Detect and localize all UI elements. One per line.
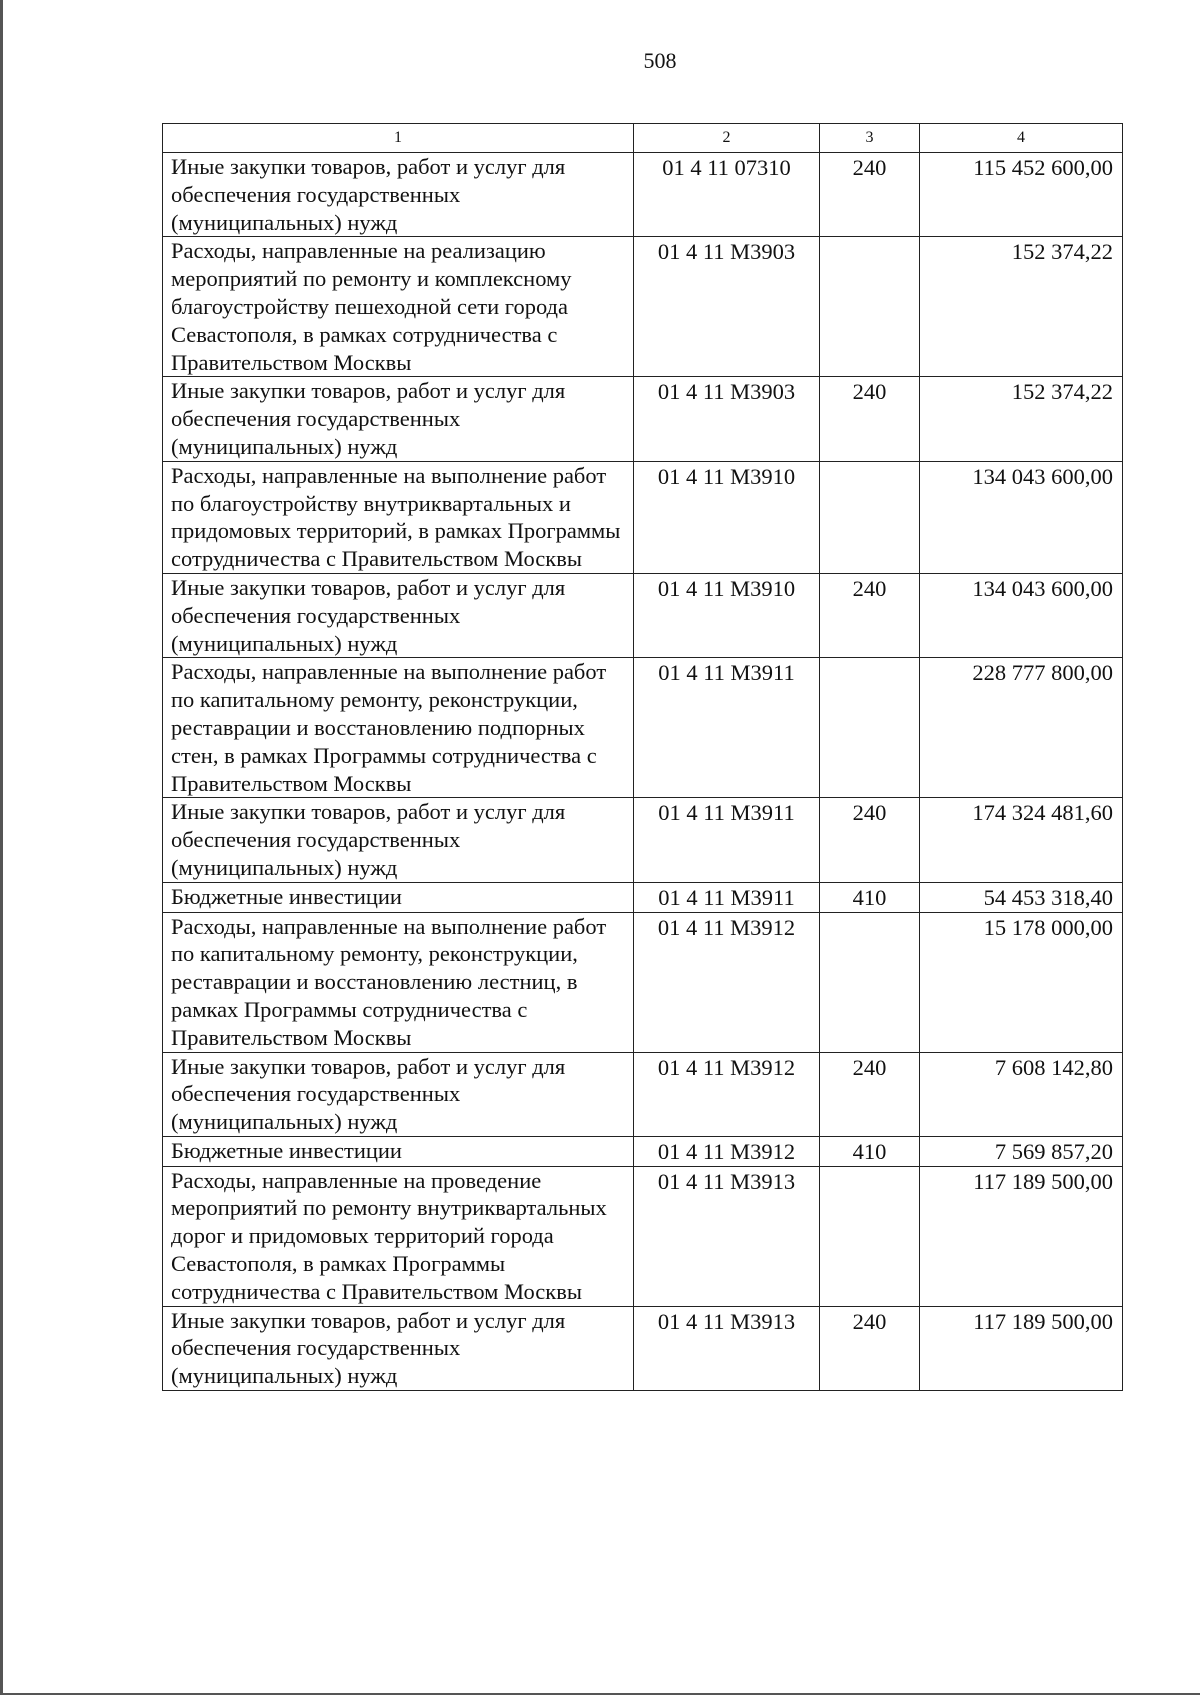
expense-name-cell: Иные закупки товаров, работ и услуг для обеспечения государственных (муниципальных) нужд	[163, 573, 634, 657]
table-row	[163, 461, 1123, 573]
expense-name-cell: Бюджетные инвестиции	[163, 882, 634, 912]
table-row	[163, 573, 1123, 657]
expense-type-cell: 410	[820, 1136, 920, 1166]
table-row	[163, 882, 1123, 912]
expense-type-cell: 240	[820, 573, 920, 657]
target-code-cell: 01 4 11 М3913	[634, 1306, 820, 1390]
target-code-cell: 01 4 11 М3912	[634, 1052, 820, 1136]
table-row	[163, 1136, 1123, 1166]
amount-cell: 54 453 318,40	[920, 882, 1123, 912]
amount-cell: 115 452 600,00	[920, 153, 1123, 237]
expense-name-cell: Расходы, направленные на выполнение работ по капитальному ремонту, реконструкции, реставрации и восстановлению лестниц, в рамках Программы сотрудничества с Правительством Москвы	[163, 912, 634, 1052]
expense-type-cell: 240	[820, 798, 920, 882]
table-row	[163, 237, 1123, 377]
target-code-cell: 01 4 11 М3911	[634, 798, 820, 882]
column-header-3: 3	[820, 124, 920, 153]
expense-name-cell: Иные закупки товаров, работ и услуг для обеспечения государственных (муниципальных) нужд	[163, 377, 634, 461]
table-row	[163, 153, 1123, 237]
target-code-cell: 01 4 11 М3911	[634, 658, 820, 798]
column-header-4: 4	[920, 124, 1123, 153]
table-row	[163, 1306, 1123, 1390]
expense-name-cell: Иные закупки товаров, работ и услуг для обеспечения государственных (муниципальных) нужд	[163, 1052, 634, 1136]
table-row	[163, 1166, 1123, 1306]
amount-cell: 134 043 600,00	[920, 573, 1123, 657]
expense-name-cell: Иные закупки товаров, работ и услуг для обеспечения государственных (муниципальных) нужд	[163, 153, 634, 237]
table-row	[163, 1052, 1123, 1136]
amount-cell: 117 189 500,00	[920, 1166, 1123, 1306]
page-left-edge	[0, 0, 3, 1695]
target-code-cell: 01 4 11 М3913	[634, 1166, 820, 1306]
target-code-cell: 01 4 11 М3910	[634, 461, 820, 573]
expense-type-cell	[820, 461, 920, 573]
target-code-cell: 01 4 11 М3910	[634, 573, 820, 657]
expense-type-cell	[820, 237, 920, 377]
expense-type-cell	[820, 912, 920, 1052]
target-code-cell: 01 4 11 М3912	[634, 912, 820, 1052]
target-code-cell: 01 4 11 07310	[634, 153, 820, 237]
budget-table	[162, 123, 1123, 1391]
expense-name-cell: Иные закупки товаров, работ и услуг для обеспечения государственных (муниципальных) нужд	[163, 798, 634, 882]
page-number: 508	[643, 48, 677, 73]
amount-cell: 152 374,22	[920, 237, 1123, 377]
expense-name-cell: Иные закупки товаров, работ и услуг для обеспечения государственных (муниципальных) нужд	[163, 1306, 634, 1390]
amount-cell: 7 569 857,20	[920, 1136, 1123, 1166]
target-code-cell: 01 4 11 М3903	[634, 377, 820, 461]
column-header-2: 2	[634, 124, 820, 153]
table-row	[163, 377, 1123, 461]
amount-cell: 7 608 142,80	[920, 1052, 1123, 1136]
table-row	[163, 658, 1123, 798]
header-row	[163, 124, 1123, 153]
amount-cell: 134 043 600,00	[920, 461, 1123, 573]
expense-type-cell	[820, 1166, 920, 1306]
expense-type-cell: 410	[820, 882, 920, 912]
target-code-cell: 01 4 11 М3903	[634, 237, 820, 377]
expense-name-cell: Расходы, направленные на выполнение работ по капитальному ремонту, реконструкции, реставрации и восстановлению подпорных стен, в рамках Программы сотрудничества с Правительством Москвы	[163, 658, 634, 798]
target-code-cell: 01 4 11 М3911	[634, 882, 820, 912]
expense-name-cell: Расходы, направленные на проведение мероприятий по ремонту внутриквартальных дорог и придомовых территорий города Севастополя, в рамках Программы сотрудничества с Правительством Москвы	[163, 1166, 634, 1306]
table-row	[163, 912, 1123, 1052]
amount-cell: 15 178 000,00	[920, 912, 1123, 1052]
amount-cell: 152 374,22	[920, 377, 1123, 461]
target-code-cell: 01 4 11 М3912	[634, 1136, 820, 1166]
amount-cell: 117 189 500,00	[920, 1306, 1123, 1390]
expense-name-cell: Бюджетные инвестиции	[163, 1136, 634, 1166]
expense-type-cell	[820, 658, 920, 798]
column-header-1: 1	[163, 124, 634, 153]
expense-type-cell: 240	[820, 1306, 920, 1390]
expense-name-cell: Расходы, направленные на выполнение работ по благоустройству внутриквартальных и придомовых территорий, в рамках Программы сотрудничества с Правительством Москвы	[163, 461, 634, 573]
expense-type-cell: 240	[820, 377, 920, 461]
expense-name-cell: Расходы, направленные на реализацию мероприятий по ремонту и комплексному благоустройству пешеходной сети города Севастополя, в рамках сотрудничества с Правительством Москвы	[163, 237, 634, 377]
table-body	[163, 153, 1123, 1391]
amount-cell: 174 324 481,60	[920, 798, 1123, 882]
expense-type-cell: 240	[820, 1052, 920, 1136]
expense-type-cell: 240	[820, 153, 920, 237]
table-row	[163, 798, 1123, 882]
amount-cell: 228 777 800,00	[920, 658, 1123, 798]
